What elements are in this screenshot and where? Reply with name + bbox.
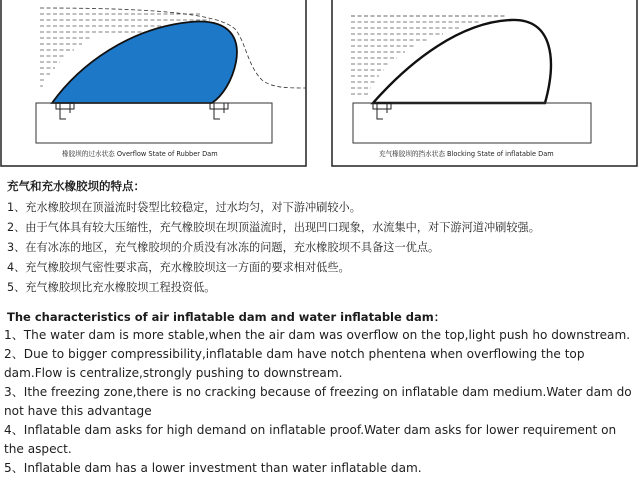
list-item: 5、Inflatable dam has a lower investment than water inflatable dam.: [4, 461, 422, 475]
list-item: 2、Due to bigger compressibility,inflatable dam have notch phentena when overflowing the top dam.Flow is centralize,strongly pushing to downstream.: [4, 347, 585, 380]
list-item: 4、Inflatable dam asks for high demand on inflatable proof.Water dam asks for lower requirement on the aspect.: [4, 423, 617, 456]
list-item: 1、充水橡胶坝在顶溢流时袋型比较稳定，过水均匀，对下游冲刷较小。: [7, 201, 361, 214]
list-item: 4、充气橡胶坝气密性要求高，充水橡胶坝这一方面的要求相对低些。: [7, 261, 350, 274]
overflow-caption: 橡胶坝的过水状态 Overflow State of Rubber Dam: [62, 150, 218, 158]
list-item: 5、充气橡胶坝比充水橡胶坝工程投资低。: [7, 281, 216, 294]
blocking-state-figure: [331, 0, 639, 168]
list-item: 2、由于气体具有较大压缩性，充气橡胶坝在坝顶溢流时，出现凹口现象，水流集中，对下游河道冲刷较强。: [7, 221, 540, 234]
list-item: 3、在有冰冻的地区，充气橡胶坝的介质没有冰冻的问题，充水橡胶坝不具备这一优点。: [7, 241, 440, 254]
blocking-dam-diagram: [331, 0, 639, 168]
list-item: 3、Ithe freezing zone,there is no cracking because of freezing on inflatable dam medium.Water dam do not have this advantage: [4, 385, 632, 418]
overflow-dam-diagram: [0, 0, 307, 168]
inflatable-dam-body: [373, 20, 551, 103]
english-characteristics-list: [4, 326, 636, 478]
chinese-section-title: 充气和充水橡胶坝的特点：: [7, 179, 145, 193]
chinese-characteristics-list: [7, 198, 540, 298]
dam-anchors: [56, 103, 228, 119]
blocking-caption: 充气橡胶坝的挡水状态 Blocking State of inflatable Dam: [379, 150, 554, 158]
dam-anchors: [373, 103, 391, 119]
list-item: 1、The water dam is more stable,when the air dam was overflow on the top,light push ho downstream.: [4, 328, 631, 342]
rubber-dam-body: [52, 22, 237, 103]
overflow-state-figure: [0, 0, 307, 168]
english-section-title: The characteristics of air inflatable dam and water inflatable dam：: [7, 310, 446, 324]
